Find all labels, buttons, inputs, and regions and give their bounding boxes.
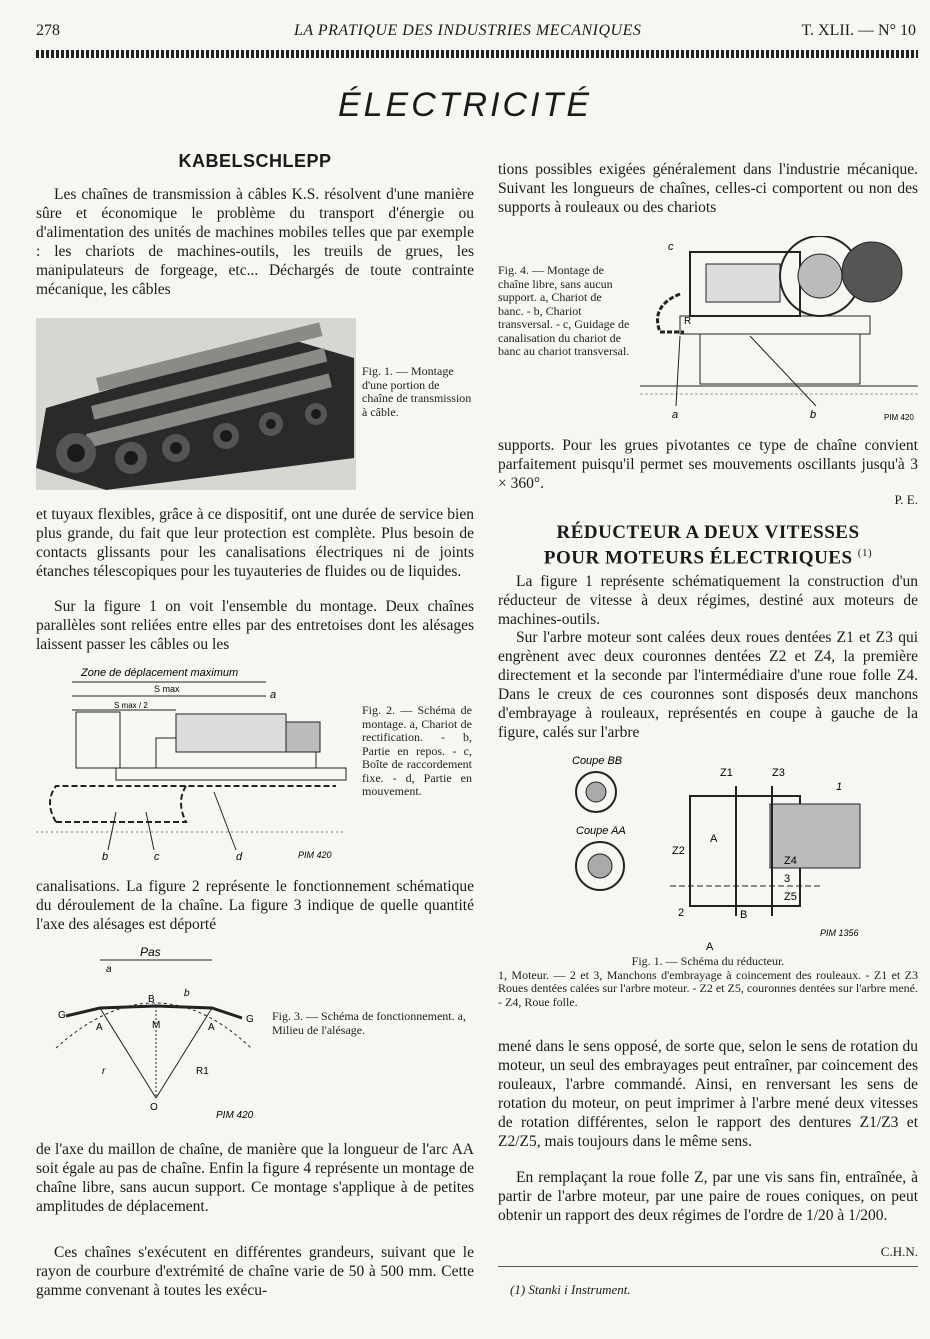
fig4-label-r: R xyxy=(684,316,692,327)
caption-text: Fig. 1. — Montage d'une portion de chaîne de transmission à câble. xyxy=(362,364,472,419)
figure-3-caption xyxy=(272,1010,472,1037)
fig2-zone-label: Zone de déplacement maximum xyxy=(81,667,239,679)
fig3-label-g1: G xyxy=(58,1010,66,1021)
fig3-label-o: O xyxy=(150,1102,158,1113)
figure-2-diagram xyxy=(36,662,356,867)
label-z2: Z2 xyxy=(672,845,685,857)
article2-p2 xyxy=(498,628,918,742)
figure-1-photo xyxy=(36,318,356,490)
figure-4-caption xyxy=(498,264,630,359)
footnote-ref: (1) xyxy=(857,547,873,559)
caption-text: Fig. 4. — Montage de chaîne libre, sans aucun support. a, Chariot de banc. - b, Chariot transversal. - c, Guidage de canalisation du chariot de banc au chariot transversal. xyxy=(498,263,630,358)
article1-p7 xyxy=(498,160,918,217)
fig3-label-a1: A xyxy=(96,1022,103,1033)
fig2-label-d: d xyxy=(236,851,243,863)
fig3-label-r1: R1 xyxy=(196,1066,209,1077)
header-rule xyxy=(36,50,918,58)
figure-2-caption xyxy=(362,704,472,799)
paragraph: Sur la figure 1 on voit l'ensemble du montage. Deux chaînes parallèles sont reliées entre elles par des entretoises dont les alésages laissent passer les câbles ou les xyxy=(36,598,474,653)
fig3-label-g2: G xyxy=(246,1014,254,1025)
fig3-label-a2: A xyxy=(208,1022,215,1033)
label-2: 2 xyxy=(678,907,685,919)
label-z3: Z3 xyxy=(772,767,785,779)
fig2-ref: PIM 420 xyxy=(298,850,332,860)
section-title: ÉLECTRICITÉ xyxy=(337,86,593,124)
caption-body: 1, Moteur. — 2 et 3, Manchons d'embrayage à coincement des rouleaux. - Z1 et Z3 Roues dentées calées sur l'arbre moteur. - Z2 et Z5, couronnes dentées sur l'arbre mené. - Z4, Roue folle. xyxy=(498,967,918,1009)
article2-p1 xyxy=(498,572,918,629)
paragraph: et tuyaux flexibles, grâce à ce dispositif, ont une durée de service bien plus grande, du fait que leur protection est complète. Plus besoin de contacts glissants pour les canalisations électriques ni de joints étanches télescopiques pour les tuyauteries de fluides ou de liquides. xyxy=(36,506,474,580)
label-z4: Z4 xyxy=(784,855,797,867)
fig3-ref: PIM 420 xyxy=(216,1110,254,1121)
fig3-label-b: b xyxy=(184,988,190,999)
footnote-rule xyxy=(498,1266,918,1267)
fig3-label-a: a xyxy=(106,964,112,975)
paragraph: La figure 1 représente schématiquement la construction d'un réducteur de vitesse à deux régimes, destiné aux moteurs de machines-outils. xyxy=(498,573,918,628)
figure-reducer-diagram xyxy=(540,746,870,952)
paragraph: canalisations. La figure 2 représente le fonctionnement schématique du déroulement de la chaîne. La figure 3 indique de quelle quantité l'axe des alésages est déporté xyxy=(36,878,474,933)
article1-p2 xyxy=(36,505,474,581)
label-a-top: A xyxy=(710,833,718,845)
article1-p1 xyxy=(36,185,474,299)
article1-title: KABELSCHLEPP xyxy=(178,151,332,171)
article1-p8 xyxy=(498,436,918,493)
coupe-bb-label: Coupe BB xyxy=(572,755,623,767)
paragraph: supports. Pour les grues pivotantes ce type de chaîne convient parfaitement puisqu'il permet ses mouvements oscillants jusqu'à 3 × 360°. xyxy=(498,437,918,492)
fig3-label-r: r xyxy=(102,1066,106,1077)
label-z5: Z5 xyxy=(784,891,797,903)
article1-p6 xyxy=(36,1243,474,1300)
article2-title-line2 xyxy=(498,543,918,568)
journal-title: LA PRATIQUE DES INDUSTRIES MECANIQUES xyxy=(294,22,642,39)
fig4-label-a: a xyxy=(672,409,679,421)
paragraph: de l'axe du maillon de chaîne, de manière que la longueur de l'arc AA soit égale au pas de chaîne. Enfin la figure 4 représente un montage de chaîne libre, sans aucun support. Ce montage s'applique à de petites amplitudes de déplacement. xyxy=(36,1141,474,1215)
fig2-label-c: c xyxy=(154,851,160,863)
footnote: (1) Stanki i Instrument. xyxy=(510,1282,631,1297)
label-3: 3 xyxy=(784,873,791,885)
fig4-label-b: b xyxy=(810,409,817,421)
paragraph: Sur l'arbre moteur sont calées deux roues dentées Z1 et Z3 qui engrènent avec deux couronnes dentées Z2 et Z4, la première directement et la seconde par l'intermédiaire d'une roue folle Z4. Dans le creux de ces couronnes sont disposés deux manchons d'embrayage à rouleaux, représentés en coupe à gauche de la figure, calés sur l'arbre xyxy=(498,629,918,741)
label-z1: Z1 xyxy=(720,767,733,779)
caption-title: Fig. 1. — Schéma du réducteur. xyxy=(631,954,785,968)
reducer-ref: PIM 1356 xyxy=(820,928,859,938)
article2-p3 xyxy=(498,1037,918,1151)
article1-p5 xyxy=(36,1140,474,1216)
paragraph: Ces chaînes s'exécutent en différentes grandeurs, suivant que le rayon de courbure d'extrémité de chaîne varie de 50 à 500 mm. Cette gamme convenant à toutes les exécu- xyxy=(36,1244,474,1299)
caption-text: Fig. 3. — Schéma de fonctionnement. a, Milieu de l'alésage. xyxy=(272,1009,466,1037)
figure-1-caption xyxy=(362,365,472,419)
article2-title-block xyxy=(498,522,918,568)
label-1: 1 xyxy=(836,781,843,793)
coupe-aa-label: Coupe AA xyxy=(576,825,626,837)
fig2-smax-label: S max xyxy=(154,684,180,694)
paragraph: Les chaînes de transmission à câbles K.S. résolvent d'une manière sûre et économique le problème du transport d'énergie ou d'alimentation des unités de machines mobiles telles que par exemple : les chariots de machines-outils, les treuils de grues, les manipulateurs de forgeage, etc... Déchargés de toute contrainte mécanique, les câbles xyxy=(36,186,474,298)
article1-title-block xyxy=(36,152,474,171)
fig3-label-bb: B xyxy=(148,994,155,1005)
fig2-smax2-label: S max / 2 xyxy=(114,701,148,710)
running-header xyxy=(36,22,916,44)
caption-text: Fig. 2. — Schéma de montage. a, Chariot de rectification. - b, Partie en repos. - c, Boîte de raccordement fixe. - d, Partie en mouvement. xyxy=(362,703,472,798)
paragraph: mené dans le sens opposé, de sorte que, selon le sens de rotation du moteur, un seul des embrayages peut entraîner, par coincement des rouleaux, l'arbre commandé. Ainsi, en renversant les sens de rotation du moteur, on peut imprimer à l'arbre mené deux vitesses de rotation différentes, selon le rapport des dentures Z1/Z3 et Z2/Z5, mais toujours dans le même sens. xyxy=(498,1038,918,1150)
fig2-label-b: b xyxy=(102,851,109,863)
figure-3-diagram xyxy=(36,938,268,1128)
title-line2-text: POUR MOTEURS ÉLECTRIQUES xyxy=(543,547,853,569)
label-b: B xyxy=(740,909,748,921)
paragraph: En remplaçant la roue folle Z, par une vis sans fin, entraînée, à partir de l'arbre moteur, par une paire de roues coniques, on peut obtenir un rapport des deux régimes de l'ordre de 1/20 à 1/200. xyxy=(498,1169,918,1224)
page-number: 278 xyxy=(36,22,60,39)
article1-signature: P. E. xyxy=(894,492,918,507)
fig3-pas-label: Pas xyxy=(140,945,161,959)
paragraph: tions possibles exigées généralement dans l'industrie mécanique. Suivant les longueurs de chaînes, celles-ci comportent ou non des supports à rouleaux ou des chariots xyxy=(498,161,918,216)
issue-number: T. XLII. — N° 10 xyxy=(801,22,916,39)
fig2-label-a: a xyxy=(270,689,277,701)
article1-p3 xyxy=(36,597,474,654)
fig4-ref: PIM 420 xyxy=(884,413,914,422)
figure-4-diagram xyxy=(640,236,920,426)
label-a-bot: A xyxy=(706,941,714,952)
reducer-figure-caption xyxy=(498,955,918,1009)
fig4-label-c: c xyxy=(668,241,674,253)
fig3-label-m: M xyxy=(152,1020,161,1031)
article2-title-line1: RÉDUCTEUR A DEUX VITESSES xyxy=(556,522,860,543)
article1-p4 xyxy=(36,877,474,934)
article2-signature: C.H.N. xyxy=(880,1244,918,1259)
article2-p4 xyxy=(498,1168,918,1225)
